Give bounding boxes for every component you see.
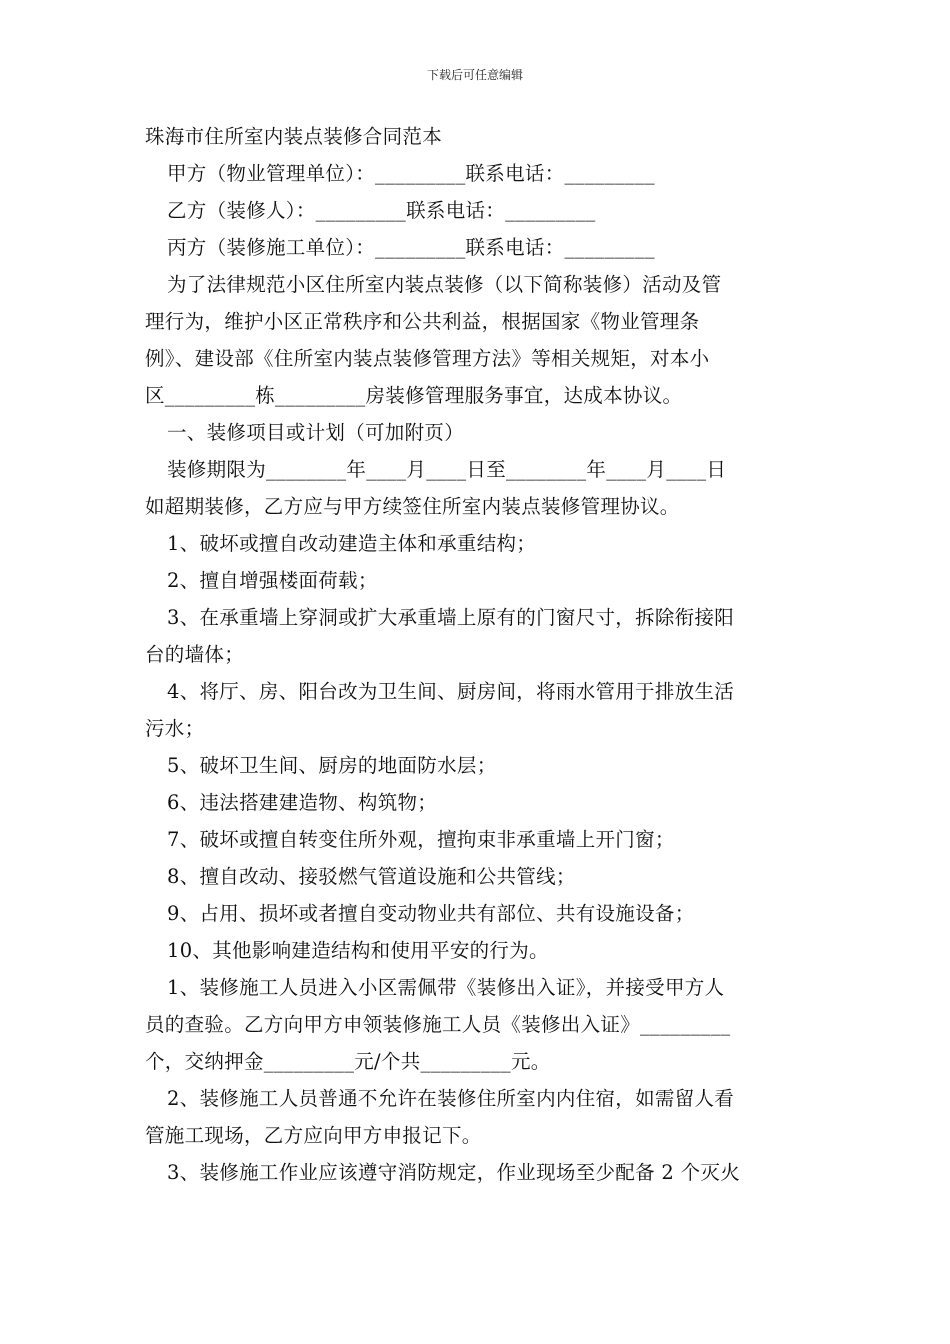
text-line: 甲方（物业管理单位）：_________联系电话：_________: [167, 162, 655, 185]
text-line: 1、破坏或擅自改动建造主体和承重结构；: [167, 532, 537, 555]
text-line: 1、装修施工人员进入小区需佩带《装修出入证》，并接受甲方人: [167, 976, 725, 999]
document-title: 珠海市住所室内装点装修合同范本: [145, 125, 443, 148]
text-line: 9、占用、损坏或者擅自变动物业共有部位、共有设施设备；: [167, 902, 695, 925]
text-line: 6、违法搭建建造物、构筑物；: [167, 791, 438, 814]
text-line: 8、擅自改动、接驳燃气管道设施和公共管线；: [167, 865, 576, 888]
document-body: [145, 118, 811, 1191]
text-line: 台的墙体；: [145, 643, 245, 666]
text-line: 4、将厅、房、阳台改为卫生间、厨房间，将雨水管用于排放生活: [167, 680, 735, 703]
text-line: 区_________栋_________房装修管理服务事宜，达成本协议。: [145, 384, 683, 407]
text-line: 如超期装修，乙方应与甲方续签住所室内装点装修管理协议。: [145, 495, 680, 518]
text-line: 员的查验。乙方向甲方申领装修施工人员《装修出入证》_________: [145, 1013, 731, 1036]
text-line: 2、擅自增强楼面荷载；: [167, 569, 378, 592]
text-line: 丙方（装修施工单位）：_________联系电话：_________: [167, 236, 655, 259]
text-line: 3、装修施工作业应该遵守消防规定，作业现场至少配备 2 个灭火: [167, 1161, 741, 1184]
text-line: 乙方（装修人）：_________联系电话：_________: [167, 199, 596, 222]
text-line: 2、装修施工人员普通不允许在装修住所室内内住宿，如需留人看: [167, 1087, 735, 1110]
text-line: 5、破坏卫生间、厨房的地面防水层；: [167, 754, 497, 777]
text-line: 3、在承重墙上穿洞或扩大承重墙上原有的门窗尺寸，拆除衔接阳: [167, 606, 735, 629]
text-line: 例》、建设部《住所室内装点装修管理方法》等相关规矩，对本小: [145, 347, 710, 370]
text-line: 个，交纳押金_________元/个共_________元。: [145, 1050, 551, 1073]
text-line: 7、破坏或擅自转变住所外观，擅拘束非承重墙上开门窗；: [167, 828, 675, 851]
text-line: 污水；: [145, 717, 205, 740]
text-line: 为了法律规范小区住所室内装点装修（以下简称装修）活动及管: [167, 273, 722, 296]
text-line: 理行为，维护小区正常秩序和公共利益，根据国家《物业管理条: [145, 310, 700, 333]
text-line: 10、其他影响建造结构和使用平安的行为。: [167, 939, 549, 962]
text-line: 一、装修项目或计划（可加附页）: [167, 421, 465, 444]
text-line: 装修期限为________年____月____日至________年____月____日: [167, 458, 727, 481]
page-header: 下载后可任意编辑: [426, 68, 523, 82]
text-line: 管施工现场，乙方应向甲方申报记下。: [145, 1124, 482, 1147]
